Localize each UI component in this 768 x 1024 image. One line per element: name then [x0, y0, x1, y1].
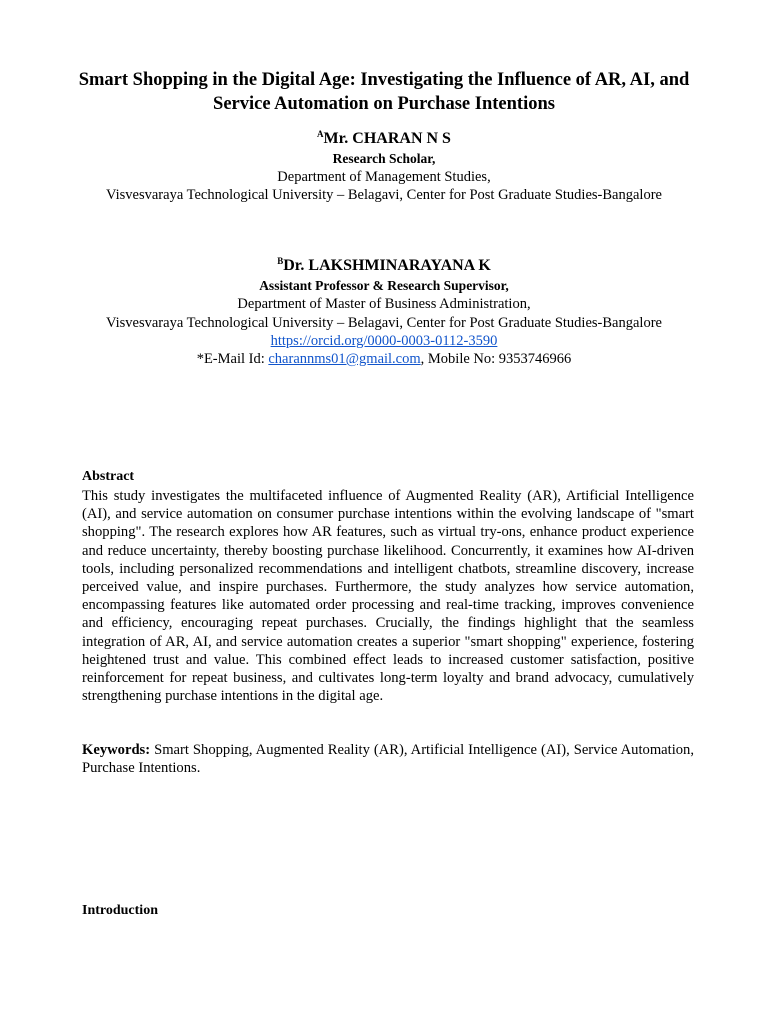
mobile-number: , Mobile No: 9353746966 — [420, 351, 572, 367]
abstract-text: This study investigates the multifaceted influence of Augmented Reality (AR), Artificial Intelligence (AI), and service automation on consumer purchase intentions within the evolving landscape of "smart shopping". The research explores how AR features, such as virtual try-ons, enhance product experience and reduce uncertainty, thereby boosting purchase likelihood. Concurrently, it examines how AI-driven tools, including personalized recommendations and intelligent chatbots, streamline discovery, increase perceived value, and inspire purchases. Furthermore, the study analyzes how service automation, encompassing features like automated order processing and real-time tracking, improves convenience and efficiency, encouraging repeat purchases. Crucially, the findings highlight that the seamless integration of AR, AI, and service automation creates a superior "smart shopping" experience, fostering heightened trust and value. This combined effect leads to increased customer satisfaction, positive reinforcement for repeat business, and cultivates long-term loyalty and brand advocacy, cumulatively strengthening purchase intentions in the digital age. — [82, 488, 694, 705]
keywords-text: Smart Shopping, Augmented Reality (AR), Artificial Intelligence (AI), Service Automation, Purchase Intentions. — [82, 742, 694, 777]
author-a-marker: A — [317, 129, 324, 139]
email-prefix: *E-Mail Id: — [196, 351, 269, 367]
keywords-label: Keywords: — [82, 742, 151, 758]
author-b-name: Dr. LAKSHMINARAYANA K — [283, 257, 491, 274]
paper-title: Smart Shopping in the Digital Age: Investigating the Influence of AR, AI, and Service Automation on Purchase Intentions — [78, 70, 690, 114]
orcid-line — [0, 333, 768, 350]
author-a-name-line — [0, 130, 768, 148]
author-b-affiliation: Visvesvaraya Technological University – Belagavi, Center for Post Graduate Studies-Bangalore — [106, 315, 662, 331]
author-b-department: Department of Master of Business Administration, — [237, 296, 531, 312]
author-a-department: Department of Management Studies, — [277, 169, 491, 185]
author-b-role: Assistant Professor & Research Supervisor, — [259, 278, 509, 293]
author-b-name-line — [0, 257, 768, 275]
contact-line — [0, 351, 768, 368]
author-a-role: Research Scholar, — [332, 151, 436, 166]
introduction-heading: Introduction — [82, 903, 158, 918]
abstract-heading: Abstract — [82, 469, 135, 484]
author-a-name: Mr. CHARAN N S — [323, 130, 451, 147]
orcid-link[interactable]: https://orcid.org/0000-0003-0112-3590 — [270, 333, 498, 349]
email-link[interactable]: charannms01@gmail.com — [268, 351, 421, 367]
author-b-marker: B — [277, 256, 284, 266]
author-a-affiliation: Visvesvaraya Technological University – Belagavi, Center for Post Graduate Studies-Bangalore — [106, 187, 662, 203]
keywords-paragraph — [82, 741, 694, 777]
